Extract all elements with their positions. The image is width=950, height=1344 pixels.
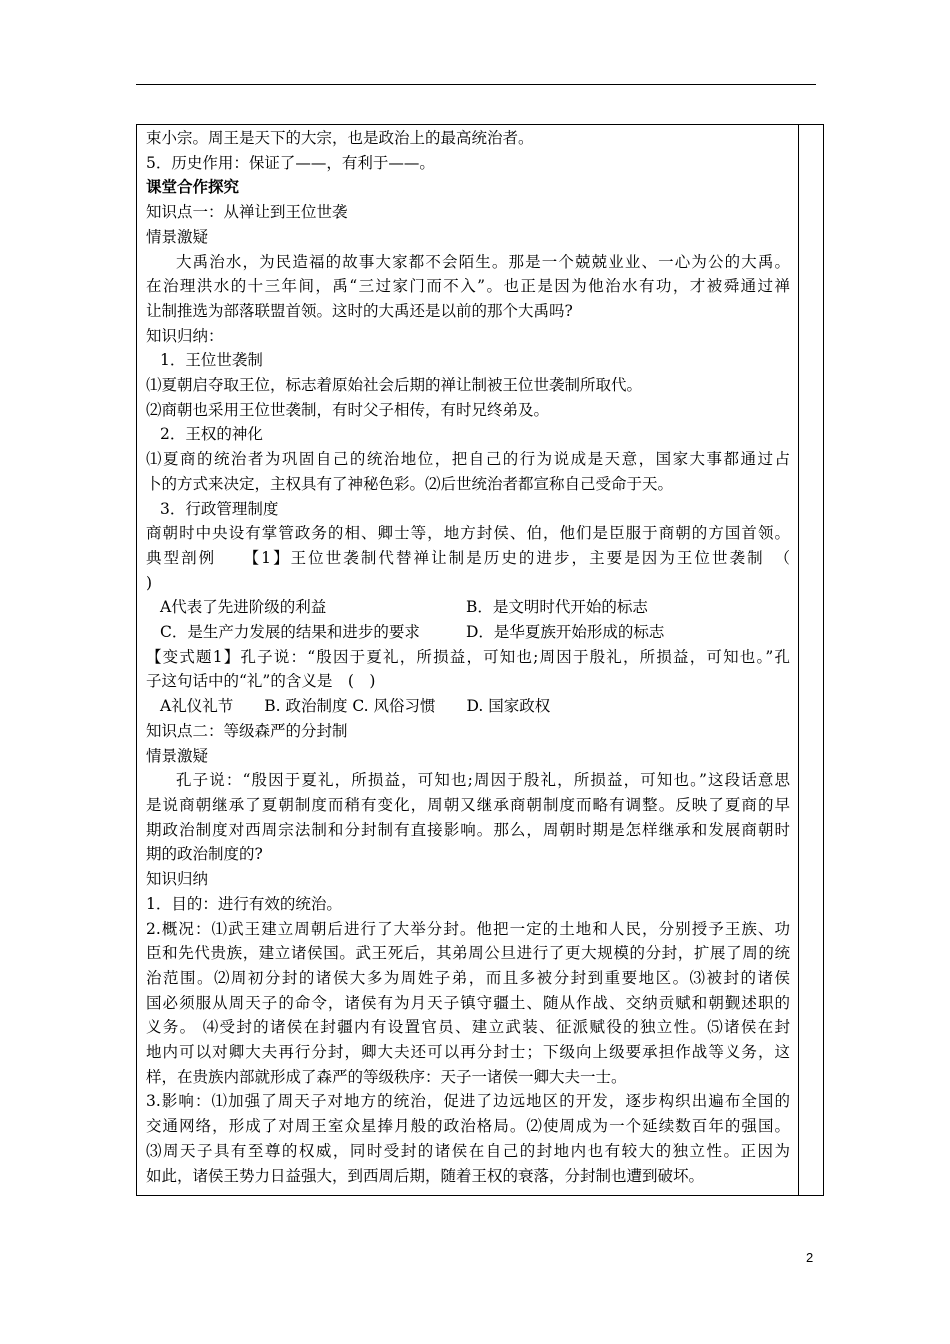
list-item: 治范围。⑵周初分封的诸侯大多为周姓子弟，而且多被分封到重要地区。⑶被封的诸侯 <box>146 968 790 987</box>
options-row <box>146 595 790 620</box>
subheading: 情景激疑 <box>146 746 209 765</box>
list-heading: 2．王权的神化 <box>160 425 263 444</box>
list-item: 如此，诸侯王势力日益强大，到西周后期，随着王权的衰落，分封制也遭到破坏。 <box>146 1166 705 1185</box>
list-item: 国必须服从周天子的命令，诸侯有为月天子镇守疆土、随从作战、交纳贡赋和朝觐述职的 <box>146 993 790 1012</box>
option-d: D．是华夏族开始形成的标志 <box>466 623 665 642</box>
list-heading: 3．行政管理制度 <box>160 499 279 518</box>
list-item: ⑶周天子具有至尊的权威，同时受封的诸侯在自己的封地内也有较大的独立性。正因为 <box>146 1141 790 1160</box>
list-item: 2.概况：⑴武王建立周朝后进行了大举分封。他把一定的土地和人民，分别授予王族、功 <box>146 919 790 938</box>
list-item: 交通网络，形成了对周王室众星捧月般的政治格局。⑵使周成为一个延续数百年的强国。 <box>146 1117 790 1136</box>
list-item: 地内可以对卿大夫再行分封，卿大夫还可以再分封士；下级向上级要承担作战等义务，这 <box>146 1043 790 1062</box>
list-item: 卜的方式来决定，主权具有了神秘色彩。⑵后世统治者都宣称自己受命于天。 <box>146 474 674 493</box>
option-b: B．是文明时代开始的标志 <box>466 598 648 617</box>
subheading: 知识归纳： <box>146 326 224 345</box>
question-line: 【变式题1】孔子说：“殷因于夏礼，所损益，可知也;周因于殷礼，所损益，可知也。”孔 <box>146 647 790 666</box>
list-item: 1．目的：进行有效的统治。 <box>146 894 342 913</box>
list-item: 3.影响：⑴加强了周天子对地方的统治，促进了边远地区的开发，逐步构织出遍布全国的 <box>146 1092 790 1111</box>
paragraph-line: 商朝时中央设有掌管政务的相、卿士等，地方封侯、伯，他们是臣服于商朝的方国首领。 <box>146 524 790 543</box>
paragraph-line: 孔子说：“殷因于夏礼，所损益，可知也;周因于殷礼，所损益，可知也。”这段话意思 <box>176 771 790 790</box>
header-rule <box>136 84 816 85</box>
list-item: ⑴夏朝启夺取王位，标志着原始社会后期的禅让制被王位世袭制所取代。 <box>146 376 643 395</box>
list-item: ⑵商朝也采用王位世袭制，有时父子相传，有时兄终弟及。 <box>146 400 550 419</box>
list-item: ⑴夏商的统治者为巩固自己的统治地位，把自己的行为说成是天意，国家大事都通过占 <box>146 450 790 469</box>
options-row: A礼仪礼节 B. 政治制度 C. 风俗习惯 D. 国家政权 <box>160 697 551 716</box>
paragraph-line: 是说商朝继承了夏朝制度而稍有变化，周朝又继承商朝制度而略有调整。反映了夏商的早 <box>146 795 790 814</box>
options-row <box>146 620 790 645</box>
list-heading: 1．王位世袭制 <box>160 351 263 370</box>
paragraph-line: 期的政治制度的? <box>146 845 263 864</box>
paragraph-line: 大禹治水，为民造福的故事大家都不会陌生。那是一个兢兢业业、一心为公的大禹。 <box>176 252 790 271</box>
list-item: 臣和先代贵族，建立诸侯国。武王死后，其弟周公旦进行了更大规模的分封，扩展了周的统 <box>146 944 790 963</box>
content-table <box>136 124 824 1196</box>
question-line: ) <box>146 573 153 592</box>
list-item: 样，在贵族内部就形成了森严的等级秩序：天子一诸侯一卿大夫一士。 <box>146 1067 627 1086</box>
question-line: 子这句话中的“礼”的含义是 ( ) <box>146 672 376 691</box>
subheading: 知识归纳 <box>146 870 209 889</box>
page-number: 2 <box>806 1250 814 1265</box>
text-line: 束小宗。周王是天下的大宗，也是政治上的最高统治者。 <box>146 129 534 147</box>
knowledge-point-heading: 知识点一：从禅让到王位世袭 <box>146 203 348 222</box>
option-a: A代表了先进阶级的利益 <box>160 598 327 617</box>
subheading: 情景激疑 <box>146 227 209 246</box>
list-item: 义务。 ⑷受封的诸侯在封疆内有设置官员、建立武装、征派赋役的独立性。⑸诸侯在封 <box>146 1018 790 1037</box>
question-line: 典型剖例 【1】王位世袭制代替禅让制是历史的进步，主要是因为王位世袭制 （ <box>146 548 790 567</box>
section-heading: 课堂合作探究 <box>146 177 240 197</box>
paragraph-line: 期政治制度对西周宗法制和分封制有直接影响。那么，周朝时期是怎样继承和发展商朝时 <box>146 820 790 839</box>
paragraph-line: 让制推选为部落联盟首领。这时的大禹还是以前的那个大禹吗? <box>146 301 573 320</box>
notes-cell <box>799 125 823 1195</box>
main-content-cell <box>137 125 798 1195</box>
option-c: C．是生产力发展的结果和进步的要求 <box>160 623 420 642</box>
text-line: 5．历史作用：保证了——，有利于——。 <box>146 153 435 172</box>
knowledge-point-heading: 知识点二：等级森严的分封制 <box>146 721 348 740</box>
paragraph-line: 在治理洪水的十三年间，禹“三过家门而不入”。也正是因为他治水有功，才被舜通过禅 <box>146 277 790 296</box>
